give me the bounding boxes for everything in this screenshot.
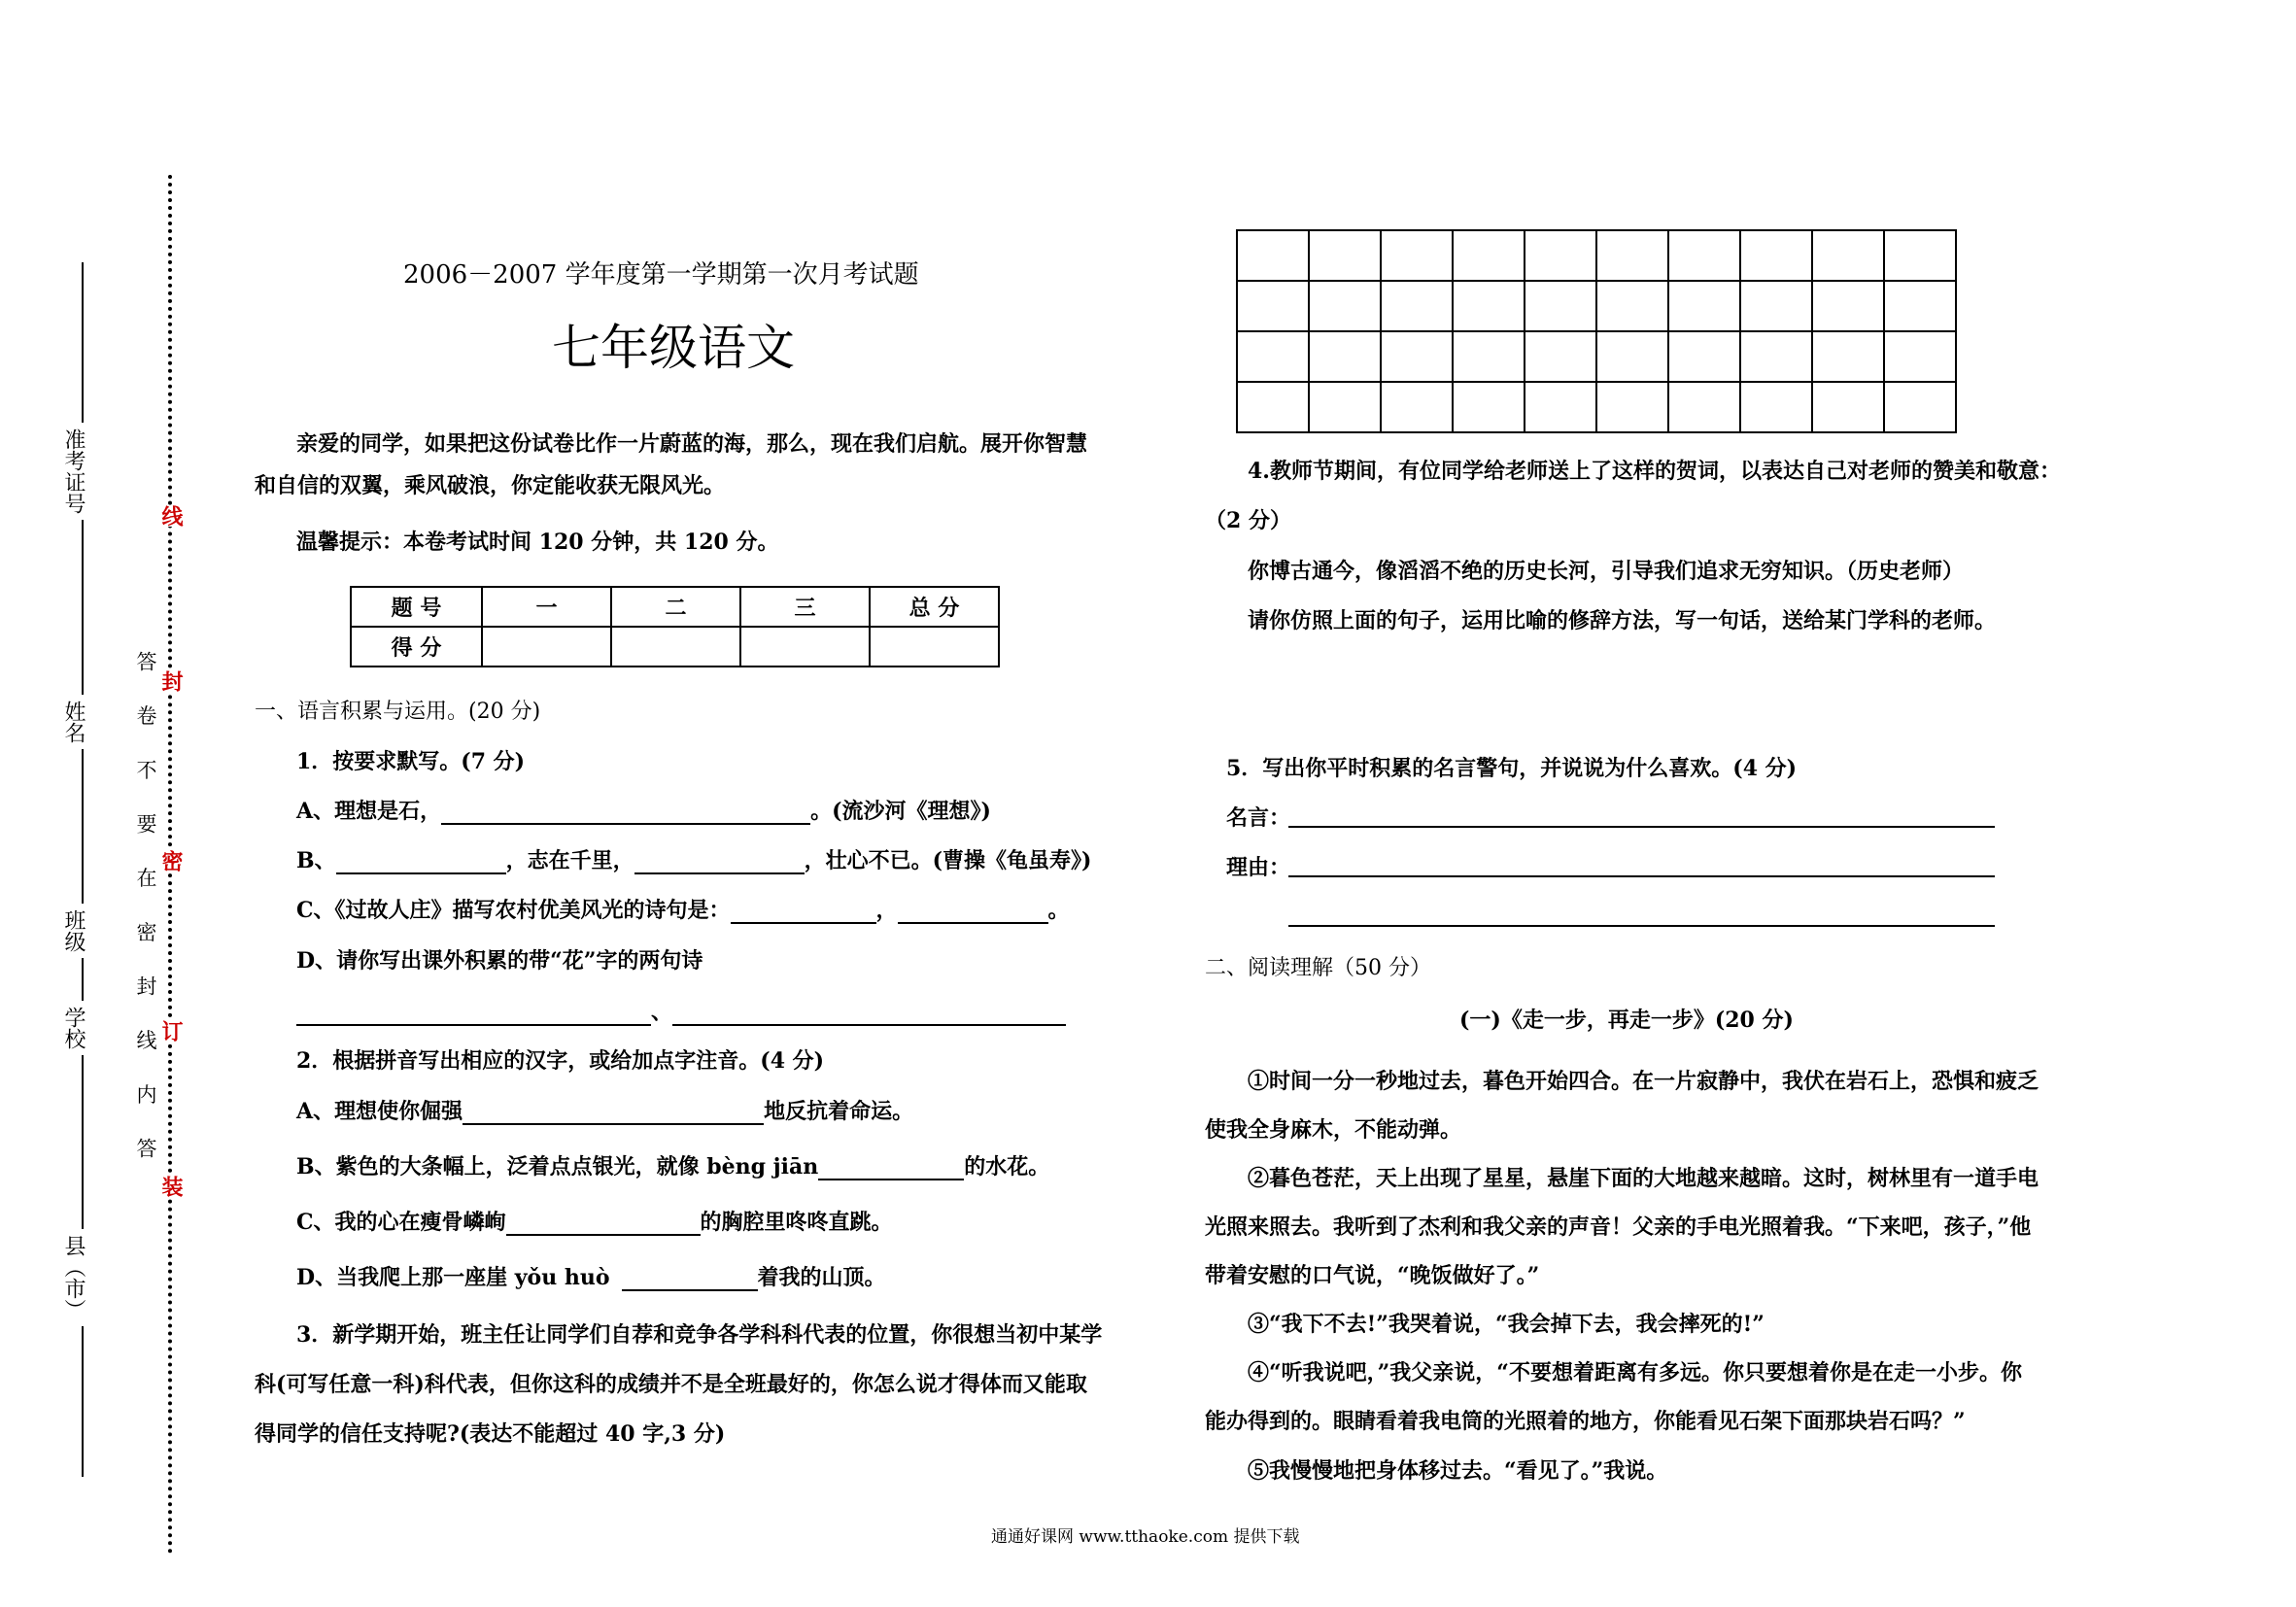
intro-line2: 和自信的双翼，乘风破浪，你定能收获无限风光。 [255, 473, 726, 498]
para-5: ⑤我慢慢地把身体移过去。“看见了。”我说。 [1248, 1458, 1668, 1484]
q1-d: D、请你写出课外积累的带“花”字的两句诗 [296, 948, 703, 974]
q5-quote-line[interactable] [1288, 826, 1995, 828]
intro-line1: 亲爱的同学，如果把这份试卷比作一片蔚蓝的海，那么，现在我们启航。展开你智慧 [296, 431, 1088, 457]
q1-c-blank-2[interactable] [898, 899, 1048, 924]
para-2b: 光照来照去。我听到了杰利和我父亲的声音！父亲的手电光照着我。“下来吧，孩子，”他 [1205, 1214, 2032, 1240]
field-banji: 班级 [58, 904, 88, 958]
score-cell-3[interactable] [740, 627, 870, 667]
q2-c: C、我的心在瘦骨嶙峋 的胸腔里咚咚直跳。 [296, 1210, 893, 1235]
field-xianshi: 县（市） [58, 1229, 88, 1326]
q1-a-blank[interactable] [441, 800, 810, 825]
q4-line3: 你博古通今，像滔滔不绝的历史长河，引导我们追求无穷知识。（历史老师） [1248, 559, 1965, 584]
score-header-1: 一 [482, 587, 611, 627]
seal-notice: 答 卷 不 要 在 密 封 线 内 答 [134, 651, 157, 1173]
q2-b: B、紫色的大条幅上，泛着点点银光，就像 bèng jiān 的水花。 [296, 1154, 1050, 1180]
q1-c: C、《过故人庄》描写农村优美风光的诗句是： ， 。 [296, 898, 1070, 923]
field-xingming: 姓名 [58, 695, 88, 749]
score-cell-1[interactable] [482, 627, 611, 667]
para-1b: 使我全身麻木，不能动弹。 [1205, 1117, 1462, 1143]
q2-a: A、理想使你倔强 地反抗着命运。 [296, 1099, 914, 1124]
score-header-2: 二 [611, 587, 740, 627]
q2-a-blank[interactable] [463, 1100, 764, 1125]
q1-title: 1．按要求默写。(7 分) [296, 749, 526, 774]
para-2c: 带着安慰的口气说，“晚饭做好了。” [1205, 1263, 1540, 1288]
footer-credit: 通通好课网 www.tthaoke.com 提供下载 [991, 1527, 1300, 1547]
para-4a: ④“听我说吧，”我父亲说，“不要想着距离有多远。你只要想着你是在走一小步。你 [1248, 1360, 2022, 1385]
answer-grid[interactable] [1236, 229, 1957, 433]
q2-d: D、当我爬上那一座崖 yǒu huò 着我的山顶。 [296, 1265, 886, 1290]
q5-reason-line-2[interactable] [1288, 925, 1995, 927]
seal-word-feng: 封 [156, 670, 187, 692]
score-cell-2[interactable] [611, 627, 740, 667]
q4-line4: 请你仿照上面的句子，运用比喻的修辞方法，写一句话，送给某门学科的老师。 [1248, 608, 1997, 633]
q1-d-blank-2[interactable] [672, 1001, 1066, 1026]
q2-b-blank[interactable] [818, 1155, 964, 1180]
seal-word-zhuang: 装 [156, 1176, 187, 1197]
field-xuexiao: 学校 [58, 1001, 88, 1055]
para-3: ③“我下不去!”我哭着说，“我会掉下去，我会摔死的!” [1248, 1312, 1765, 1337]
q1-b: B、 ，志在千里， ，壮心不已。(曹操《龟虽寿》) [296, 848, 1092, 873]
seal-word-xian: 线 [156, 505, 187, 527]
score-header-total: 总 分 [870, 587, 999, 627]
section2-title: 二、阅读理解（50 分） [1205, 956, 1431, 980]
q3-line3: 得同学的信任支持呢?(表达不能超过 40 字,3 分) [255, 1421, 726, 1447]
q3-line1: 3．新学期开始，班主任让同学们自荐和竞争各学科科代表的位置，你很想当初中某学 [296, 1322, 1103, 1348]
q4-line2: （2 分） [1205, 508, 1291, 533]
seal-word-mi: 密 [156, 850, 187, 872]
score-cell-total[interactable] [870, 627, 999, 667]
score-header-3: 三 [740, 587, 870, 627]
q5-reason-line-1[interactable] [1288, 875, 1995, 877]
para-1a: ①时间一分一秒地过去，暮色开始四合。在一片寂静中，我伏在岩石上，恐惧和疲乏 [1248, 1069, 2039, 1094]
intro-tip: 温馨提示：本卷考试时间 120 分钟，共 120 分。 [296, 530, 779, 555]
q1-b-blank-1[interactable] [336, 849, 506, 874]
score-table [350, 586, 1000, 667]
page-title: 七年级语文 [552, 320, 795, 376]
q1-d-answer: 、 [296, 996, 1066, 1026]
para-2a: ②暮色苍茫，天上出现了星星，悬崖下面的大地越来越暗。这时，树林里有一道手电 [1248, 1166, 2039, 1191]
section1-title: 一、语言积累与运用。(20 分) [255, 700, 541, 724]
q4-line1: 4.教师节期间，有位同学给老师送上了这样的贺词，以表达自己对老师的赞美和敬意： [1248, 459, 2061, 484]
q3-line2: 科(可写任意一科)科代表，但你这科的成绩并不是全班最好的，你怎么说才得体而又能取 [255, 1372, 1087, 1397]
q5-label-quote: 名言： [1226, 805, 1291, 831]
q5-label-reason: 理由： [1226, 855, 1291, 880]
score-row-label: 得 分 [351, 627, 482, 667]
q2-c-blank[interactable] [506, 1211, 701, 1236]
passage-title: (一)《走一步，再走一步》(20 分) [1459, 1008, 1794, 1033]
binding-margin [58, 175, 194, 1555]
page-subtitle: 2006－2007 学年度第一学期第一次月考试题 [403, 260, 919, 290]
q1-b-blank-2[interactable] [634, 849, 805, 874]
q5-title: 5．写出你平时积累的名言警句，并说说为什么喜欢。(4 分) [1226, 756, 1798, 781]
q2-title: 2．根据拼音写出相应的汉字，或给加点字注音。(4 分) [296, 1048, 825, 1074]
field-zhunkaozheng: 准考证号 [58, 423, 88, 520]
q1-a: A、理想是石， 。(流沙河《理想》) [296, 799, 991, 824]
q2-d-blank[interactable] [622, 1266, 758, 1291]
para-4b: 能办得到的。眼睛看着我电筒的光照着的地方，你能看见石架下面那块岩石吗？” [1205, 1409, 1966, 1434]
q1-c-blank-1[interactable] [731, 899, 876, 924]
seal-word-ding: 订 [156, 1020, 187, 1042]
score-header-tihao: 题 号 [351, 587, 482, 627]
q1-d-blank-1[interactable] [296, 1001, 651, 1026]
